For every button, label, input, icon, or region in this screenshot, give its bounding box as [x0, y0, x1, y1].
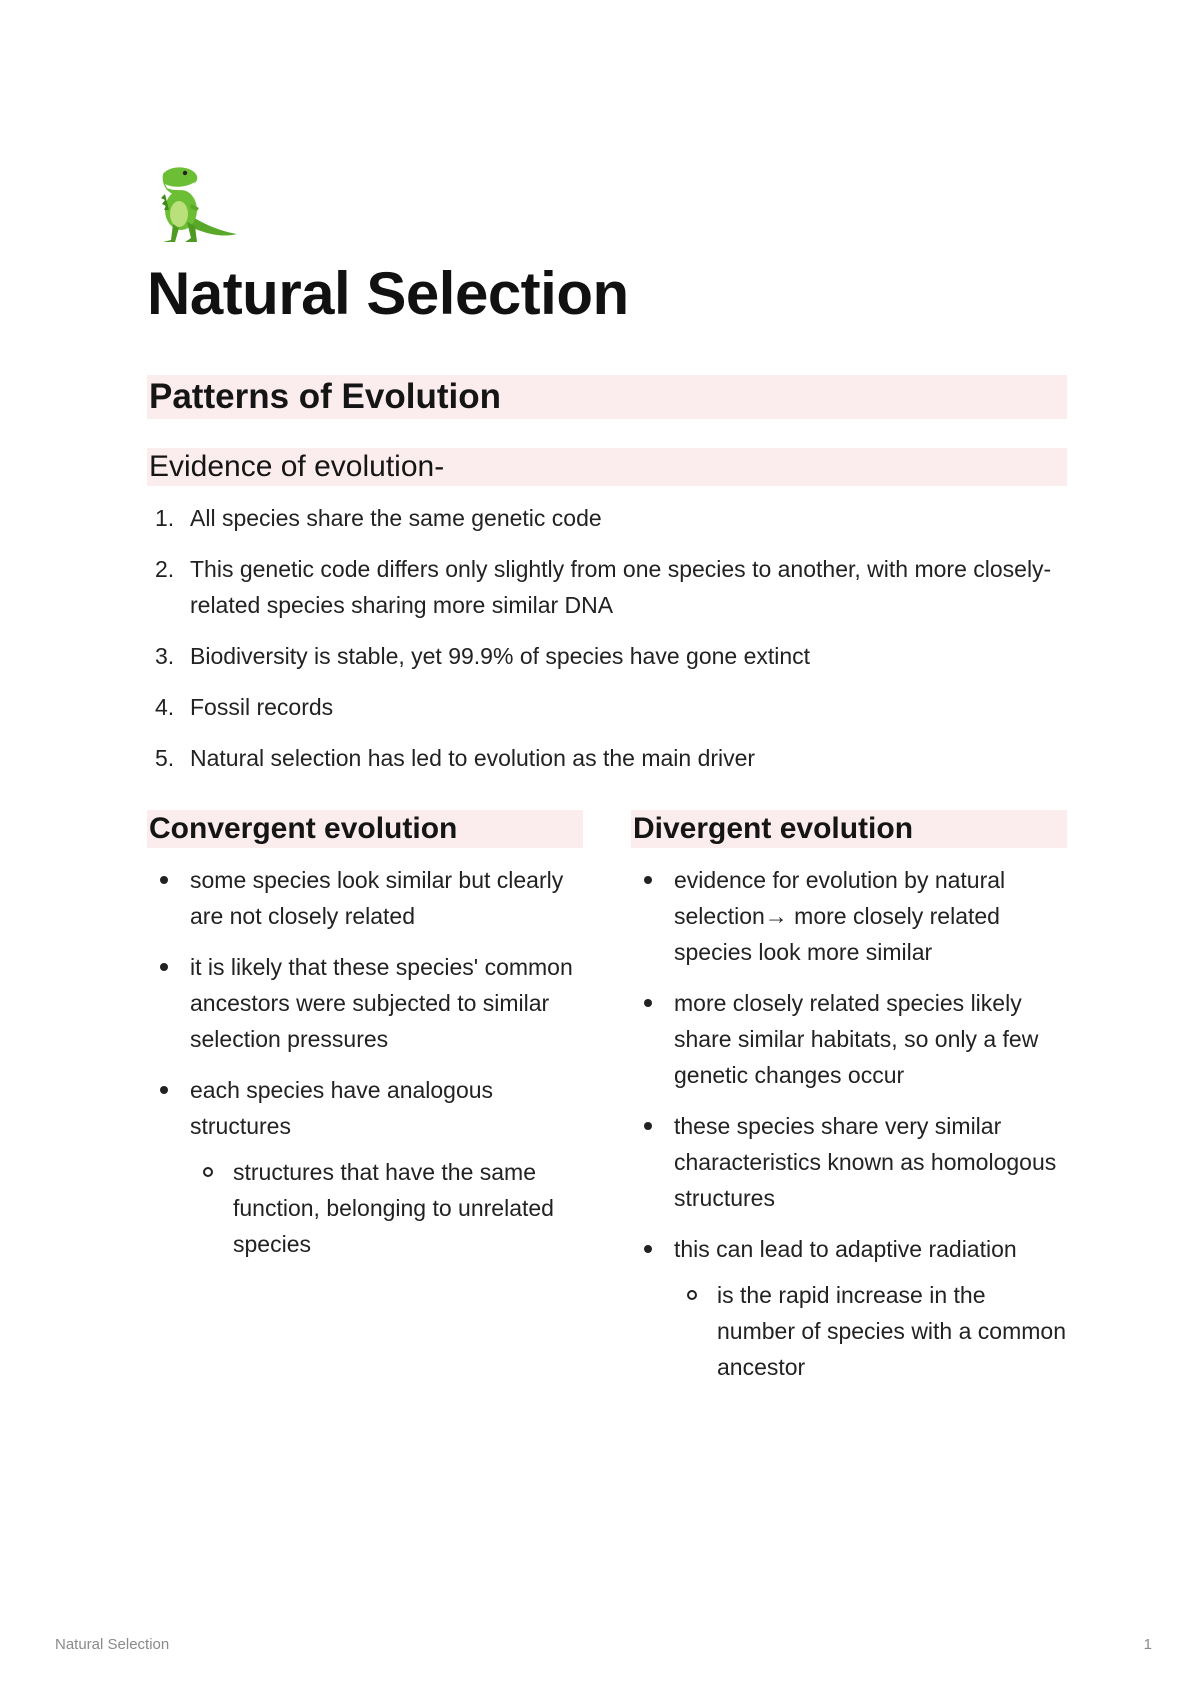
hollow-bullet-icon: [203, 1167, 213, 1177]
list-item: each species have analogous structures structures that have the same function, belonging to unrelated species: [147, 1072, 583, 1262]
evidence-list: [147, 500, 1067, 776]
document-page: [147, 160, 1067, 1400]
convergent-sublist: [190, 1154, 583, 1262]
bullet-icon: [644, 876, 652, 884]
list-item: some species look similar but clearly are not closely related: [147, 862, 583, 934]
divergent-sublist: [674, 1277, 1067, 1385]
list-item: 5. Natural selection has led to evolution as the main driver: [155, 745, 756, 771]
two-column-layout: [147, 810, 1067, 1400]
list-item: more closely related species likely share similar habitats, so only a few genetic changes occur: [631, 985, 1067, 1093]
footer-document-title: Natural Selection: [55, 1636, 170, 1653]
list-item: it is likely that these species' common ancestors were subjected to similar selection pressures: [147, 949, 583, 1057]
convergent-column: [147, 810, 583, 1400]
heading-convergent: Convergent evolution: [147, 810, 583, 848]
list-item: these species share very similar characteristics known as homologous structures: [631, 1108, 1067, 1216]
sub-list-item: is the rapid increase in the number of species with a common ancestor: [674, 1277, 1067, 1385]
bullet-icon: [644, 1245, 652, 1253]
page-title: Natural Selection: [147, 260, 629, 327]
divergent-list: [631, 862, 1067, 1385]
subheading-evidence: Evidence of evolution-: [147, 448, 1067, 486]
divergent-column: [631, 810, 1067, 1400]
bullet-icon: [160, 963, 168, 971]
convergent-list: [147, 862, 583, 1262]
footer-page-number: 1: [1143, 1636, 1152, 1653]
bullet-icon: [160, 876, 168, 884]
sub-list-item: structures that have the same function, belonging to unrelated species: [190, 1154, 583, 1262]
heading-divergent: Divergent evolution: [631, 810, 1067, 848]
list-item: 1. All species share the same genetic code: [155, 505, 602, 531]
list-item: 3. Biodiversity is stable, yet 99.9% of species have gone extinct: [155, 643, 811, 669]
bullet-icon: [644, 999, 652, 1007]
t-rex-emoji-icon: [145, 160, 241, 244]
hollow-bullet-icon: [687, 1290, 697, 1300]
section-heading-patterns: Patterns of Evolution: [147, 375, 1067, 419]
list-item: 4. Fossil records: [155, 694, 334, 720]
list-item: 2. This genetic code differs only slightly from one species to another, with more closely-related species sharing more similar DNA: [155, 556, 1052, 618]
list-item: this can lead to adaptive radiation is the rapid increase in the number of species with a common ancestor: [631, 1231, 1067, 1385]
bullet-icon: [644, 1122, 652, 1130]
list-item: evidence for evolution by natural selection→ more closely related species look more similar: [631, 862, 1067, 970]
bullet-icon: [160, 1086, 168, 1094]
